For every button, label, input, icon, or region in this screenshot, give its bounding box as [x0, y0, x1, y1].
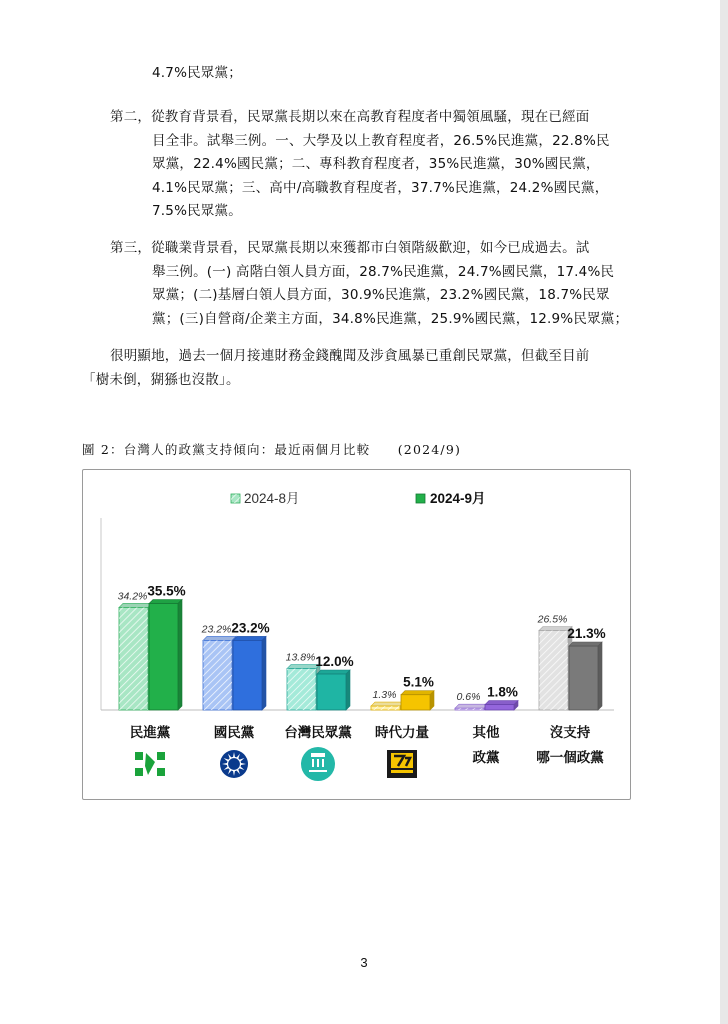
category-label-0: 民進黨: [129, 725, 171, 740]
text-line: 7.5%民眾黨。: [152, 203, 242, 219]
value-label-sep-5: 21.3%: [567, 626, 606, 642]
category-label-4: 政黨: [472, 750, 500, 765]
npp-logo-icon: [387, 750, 417, 778]
paragraph-1: [152, 62, 242, 86]
bar-sep-2-top: [317, 670, 350, 674]
bar-sep-0-side: [178, 600, 182, 711]
text-line: 眾黨；(二)基層白領人員方面，30.9%民進黨，23.2%國民黨，18.7%民眾: [152, 287, 610, 303]
page-number: 3: [360, 955, 368, 970]
legend-label-sep: 2024-9月: [430, 491, 486, 506]
category-label-2: 台灣民眾黨: [284, 725, 352, 740]
text-line: 舉三例。(一) 高階白領人員方面，28.7%民進黨，24.7%國民黨，17.4%民: [152, 263, 615, 280]
bar-aug-0-hatch: [119, 607, 148, 710]
bar-sep-3-top: [401, 691, 434, 695]
text-line: 第二，從教育背景看，民眾黨長期以來在高教育程度者中獨領風騷，現在已經面: [110, 109, 590, 125]
category-label-5: 沒支持: [549, 725, 591, 740]
value-label-sep-1: 23.2%: [231, 620, 270, 636]
bar-sep-0: [149, 604, 178, 711]
text-line: 「樹未倒，猢猻也沒散」。: [82, 371, 240, 388]
paragraph-occupation: [110, 237, 628, 331]
bar-aug-4-hatch: [455, 708, 484, 710]
bar-sep-5-side: [598, 642, 602, 710]
category-label-4: 其他: [472, 725, 500, 740]
bar-sep-2: [317, 674, 346, 710]
bar-chart: [83, 470, 630, 799]
value-label-aug-2: 13.8%: [285, 651, 316, 664]
bar-aug-0-top: [119, 603, 152, 607]
value-label-aug-5: 26.5%: [537, 613, 568, 626]
bar-aug-5-hatch: [539, 631, 568, 711]
text-line: 4.7%民眾黨；: [152, 65, 242, 81]
text-line: 很明顯地，過去一個月接連財務金錢醜聞及涉貪風暴已重創民眾黨，但截至目前: [110, 348, 590, 364]
text-line: 黨；(三)自營商/企業主方面，34.8%民進黨，25.9%國民黨，12.9%民眾黨；: [152, 310, 629, 327]
value-label-sep-2: 12.0%: [315, 654, 354, 669]
bar-sep-5-top: [569, 642, 602, 646]
tpp-logo-icon: [301, 747, 335, 781]
value-label-aug-1: 23.2%: [201, 623, 232, 636]
bar-aug-4-top: [455, 704, 488, 708]
bar-sep-1-top: [233, 636, 266, 640]
bar-sep-1: [233, 640, 262, 710]
bar-sep-0-top: [149, 600, 182, 604]
text-line: 4.1%民眾黨；三、高中/高職教育程度者，37.7%民進黨，24.2%國民黨，: [152, 179, 609, 196]
legend-swatch-sep: [416, 494, 425, 503]
paragraph-education: [110, 106, 610, 224]
value-label-sep-4: 1.8%: [487, 684, 518, 700]
bar-sep-4-top: [485, 701, 518, 705]
bar-aug-2-hatch: [287, 669, 316, 710]
bar-aug-1-hatch: [203, 640, 232, 710]
text-line: 目全非。試舉三例。一、大學及以上教育程度者，26.5%民進黨，22.8%民: [152, 132, 610, 149]
bar-sep-1-side: [262, 636, 266, 710]
text-line: 第三，從職業背景看，民眾黨長期以來獲都市白領階級歡迎，如今已成過去。試: [110, 240, 590, 256]
bar-aug-1-top: [203, 636, 236, 640]
bar-sep-5: [569, 646, 598, 710]
text-line: 眾黨，22.4%國民黨；二、專科教育程度者，35%民進黨，30%國民黨，: [152, 156, 600, 172]
bar-sep-4: [485, 705, 514, 710]
category-label-5: 哪一個政黨: [536, 750, 604, 765]
bar-aug-3-top: [371, 702, 404, 706]
value-label-aug-3: 1.3%: [372, 689, 397, 702]
bar-sep-2-side: [346, 670, 350, 710]
value-label-aug-0: 34.2%: [117, 590, 148, 603]
legend-label-aug: 2024-8月: [244, 491, 300, 506]
chart-frame: [82, 469, 631, 800]
dpp-logo-icon: [135, 752, 165, 776]
kmt-emblem-icon: [220, 750, 248, 778]
bar-aug-3-hatch: [371, 706, 400, 710]
value-label-sep-0: 35.5%: [147, 583, 186, 599]
value-label-sep-3: 5.1%: [403, 674, 434, 690]
bar-sep-3: [401, 695, 430, 710]
paragraph-conclusion: [82, 345, 590, 392]
value-label-aug-4: 0.6%: [456, 691, 481, 704]
chart-legend: [231, 491, 486, 506]
page-edge: [720, 0, 728, 1024]
category-label-1: 國民黨: [213, 725, 255, 740]
figure-caption: 圖 2：台灣人的政黨支持傾向：最近兩個月比較 (2024/9): [82, 442, 462, 457]
category-label-3: 時代力量: [375, 725, 429, 740]
